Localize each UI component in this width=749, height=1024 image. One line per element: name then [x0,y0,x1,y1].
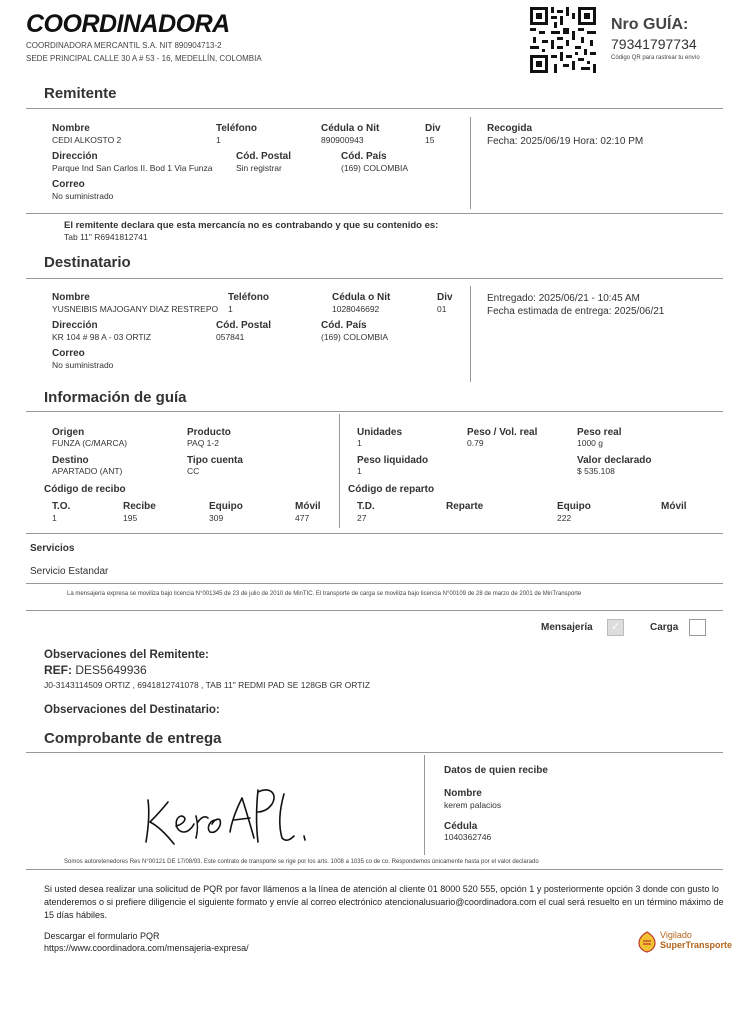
destino-value: APARTADO (ANT) [52,466,123,476]
signature [138,780,310,852]
reparto-title: Código de reparto [348,484,435,495]
remitente-direccion-label: Dirección [52,151,98,162]
reparto-value-equipo: 222 [557,513,572,523]
remitente-div: 15 [425,135,435,145]
tipo-cuenta-label: Tipo cuenta [187,455,243,466]
unidades-label: Unidades [357,427,403,438]
obs-detalle: J0-3143114509 ORTIZ , 6941812741078 , TAB 11" REDMI PAD SE 128GB GR ORTIZ [44,680,371,690]
carga-label: Carga [650,622,679,633]
remitente-pais-label: Cód. País [341,151,387,162]
licencia-text: La mensajería expresa se moviliza bajo licencia N°001345 de 23 de julio de 2010 de MinTIC. El transporte de carga se moviliza bajo licencia N°00109 de 28 de marzo de 2001 de MinTransporte [67,591,582,597]
tipo-cuenta-value: CC [187,466,200,476]
servicios-title: Servicios [30,543,75,554]
ref-value: DES5649936 [75,663,147,677]
recibe-cedula-label: Cédula [444,821,478,832]
carga-checkbox[interactable] [689,619,706,636]
remitente-title: Remitente [44,85,117,102]
recibo-value-equipo: 309 [209,513,224,523]
vigilado-logo [637,930,737,956]
reparto-header-reparte: Reparte [446,501,484,512]
remitente-postal: Sin registrar [236,163,282,173]
recibo-header-equipo: Equipo [209,501,243,512]
comprobante-title: Comprobante de entrega [44,730,222,747]
recibe-nombre: kerem palacios [444,800,502,810]
remitente-direccion: Parque Ind San Carlos II. Bod 1 Via Funza [52,163,213,173]
peso-real-label: Peso real [577,427,622,438]
datos-recibe-title: Datos de quien recibe [444,765,548,776]
pqr-url-link[interactable]: https://www.coordinadora.com/mensajeria-expresa/ [44,943,249,953]
reparto-header-td: T.D. [357,501,375,512]
company-logo: COORDINADORA [26,10,230,38]
remitente-pais: (169) COLOMBIA [341,163,409,173]
unidades-value: 1 [357,438,362,448]
contenido-text: Tab 11" R6941812741 [64,232,148,242]
remitente-div-label: Div [425,123,441,134]
valor-label: Valor declarado [577,455,652,466]
recibe-nombre-label: Nombre [444,788,482,799]
remitente-nombre: CEDI ALKOSTO 2 [52,135,122,145]
declaracion-text: El remitente declara que esta mercancía no es contrabando y que su contenido es: [64,220,439,231]
servicios-value: Servicio Estandar [30,566,109,577]
producto-label: Producto [187,427,231,438]
recibo-header-recibe: Recibe [123,501,156,512]
recogida-label: Recogida [487,123,533,134]
mensajeria-checkbox[interactable]: ✓ [607,619,624,636]
peso-real-value: 1000 g [577,438,603,448]
destinatario-correo-label: Correo [52,348,85,359]
descargar-text: Descargar el formulario PQR [44,931,160,941]
remitente-telefono-label: Teléfono [216,123,257,134]
vigilado-line1: Vigilado [660,930,692,940]
destinatario-telefono-label: Teléfono [228,292,269,303]
recibo-header-to: T.O. [52,501,71,512]
destinatario-cedula: 1028046692 [332,304,380,314]
ref-label: REF: [44,663,72,677]
guia-title: Información de guía [44,389,187,406]
vigilado-seal-icon [637,931,657,953]
remitente-cedula: 890900943 [321,135,364,145]
recibo-value-movil: 477 [295,513,310,523]
destinatario-direccion-label: Dirección [52,320,98,331]
qr-caption: Código QR para rastrear tu envío [611,55,700,61]
recibo-title: Código de recibo [44,484,126,495]
origen-label: Origen [52,427,85,438]
recibo-header-movil: Móvil [295,501,321,512]
valor-value: $ 535.108 [577,466,615,476]
peso-vol-value: 0.79 [467,438,484,448]
qr-code [530,7,596,73]
destinatario-nombre-label: Nombre [52,292,90,303]
reparto-value-td: 27 [357,513,367,523]
destinatario-postal: 057841 [216,332,245,342]
ref-line [44,663,147,677]
vigilado-line2: SuperTransporte [660,940,733,950]
reparto-header-movil: Móvil [661,501,687,512]
peso-vol-label: Peso / Vol. real [467,427,538,438]
destinatario-div: 01 [437,304,447,314]
remitente-telefono: 1 [216,135,221,145]
destinatario-pais-label: Cód. País [321,320,367,331]
destinatario-postal-label: Cód. Postal [216,320,272,331]
entregado-text: Entregado: 2025/06/21 - 10:45 AM [487,293,640,304]
pqr-text: Si usted desea realizar una solicitud de PQR por favor llámenos a la línea de atención al cliente 01 8000 520 555, opción 1 y posteriormente opción 3 donde con gusto lo atenderemos o si prefiere diligencie el siguiente formato y envíe al correo electrónico atencionalusuario@coordinadora.com el cual será resuelto en un término máximo de 15 días hábiles. [44,884,724,920]
remitente-correo: No suministrado [52,191,114,201]
mensajeria-label: Mensajería [541,622,593,633]
destinatario-nombre: YUSNEIBIS MAJOGANY DIAZ RESTREPO [52,304,219,314]
peso-liq-value: 1 [357,466,362,476]
remitente-correo-label: Correo [52,179,85,190]
obs-destinatario-title: Observaciones del Destinatario: [44,704,220,716]
legal-text: Somos autoretenedores Res N°00121 DE 17/08/93. Este contrato de transporte se rige por los arts. 1008 a 1035 co de co. Respondemos únicamente hasta por el valor declarado [64,859,539,865]
destinatario-telefono: 1 [228,304,233,314]
vigilado-text [660,930,732,950]
remitente-postal-label: Cód. Postal [236,151,292,162]
producto-value: PAQ 1-2 [187,438,219,448]
guia-label: Nro GUÍA: [611,16,689,33]
recibo-value-to: 1 [52,513,57,523]
recibo-value-recibe: 195 [123,513,138,523]
peso-liq-label: Peso liquidado [357,455,429,466]
recibe-cedula: 1040362746 [444,832,492,842]
company-name: COORDINADORA MERCANTIL S.A. NIT 890904713-2 [26,41,222,50]
destinatario-title: Destinatario [44,254,131,271]
destinatario-pais: (169) COLOMBIA [321,332,389,342]
guia-number: 79341797734 [611,36,697,52]
recogida-fecha: Fecha: 2025/06/19 Hora: 02:10 PM [487,136,644,147]
destino-label: Destino [52,455,89,466]
destinatario-direccion: KR 104 # 98 A - 03 ORTIZ [52,332,152,342]
remitente-cedula-label: Cédula o Nit [321,123,380,134]
destinatario-correo: No suministrado [52,360,114,370]
destinatario-cedula-label: Cédula o Nit [332,292,391,303]
company-address: SEDE PRINCIPAL CALLE 30 A # 53 - 16, MEDELLÍN, COLOMBIA [26,54,262,63]
obs-remitente-title: Observaciones del Remitente: [44,649,209,661]
origen-value: FUNZA (C/MARCA) [52,438,128,448]
reparto-header-equipo: Equipo [557,501,591,512]
destinatario-div-label: Div [437,292,453,303]
fecha-estimada-text: Fecha estimada de entrega: 2025/06/21 [487,306,665,317]
remitente-nombre-label: Nombre [52,123,90,134]
